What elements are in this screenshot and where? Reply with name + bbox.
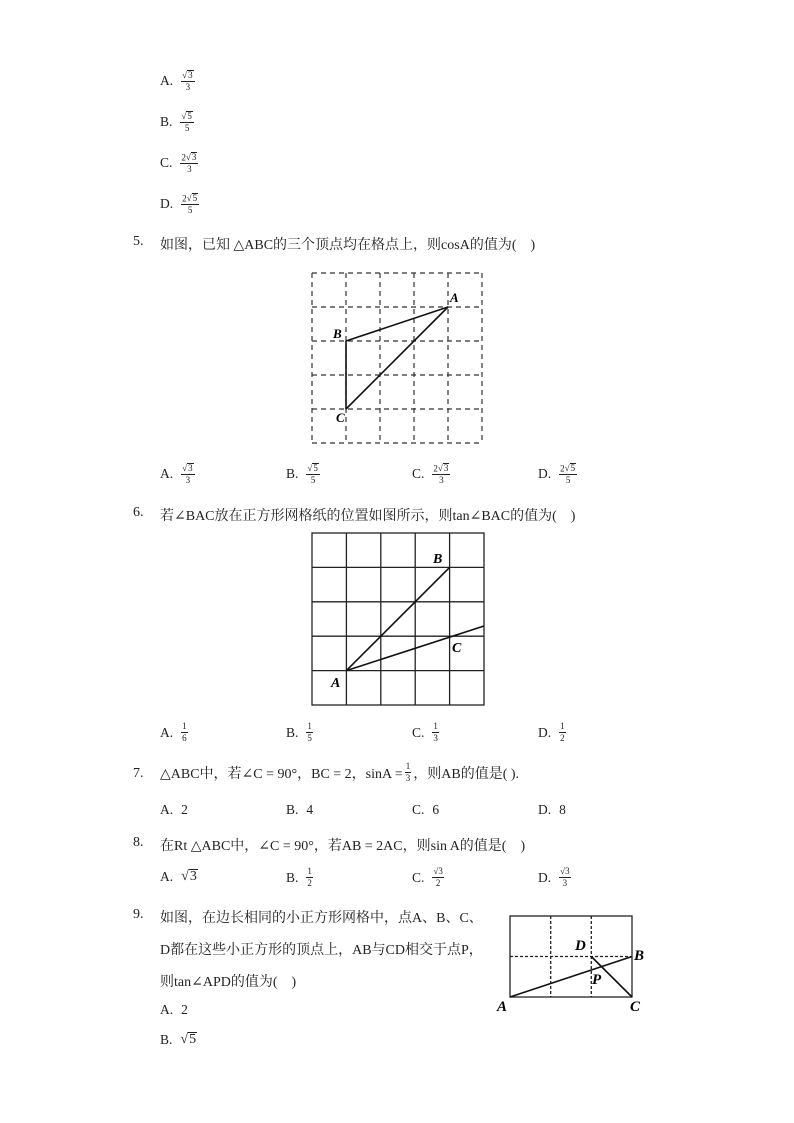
option-label: C.: [412, 466, 425, 482]
q7-option-d[interactable]: [538, 802, 566, 818]
q6-label-c: C: [452, 641, 462, 656]
option-value: 4: [306, 802, 314, 817]
q8-option-d[interactable]: [538, 867, 571, 888]
q5-option-c[interactable]: [412, 463, 450, 485]
option-label: B.: [160, 1032, 173, 1047]
fraction: √ 3 3: [182, 463, 193, 486]
q9-line-3: 则tan∠APD的值为( ): [160, 975, 297, 990]
fraction: $\frac{1}{3}$: [433, 721, 438, 743]
option-label: A.: [160, 802, 174, 817]
q5-label-c: C: [336, 410, 345, 425]
radical: √ 5: [180, 1032, 197, 1048]
q6-text: 若∠BAC放在正方形网格纸的位置如图所示，则tan∠BAC的值为( ): [160, 509, 576, 524]
q7-option-c[interactable]: [412, 802, 439, 818]
option-label: C.: [412, 802, 425, 817]
option-label: D.: [538, 466, 552, 482]
option-label: B.: [286, 724, 299, 740]
q4-option-d[interactable]: [160, 193, 199, 215]
q8-option-b[interactable]: [286, 867, 313, 888]
fraction: 2 √ 3 3: [433, 463, 449, 486]
fraction: $\frac{1}{2}$: [560, 721, 565, 743]
q6-option-c[interactable]: [412, 722, 439, 743]
option-value: 8: [559, 802, 566, 817]
q5-label-b: B: [333, 326, 342, 341]
q9-line-2: D都在这些小正方形的顶点上，AB与CD相交于点P，: [160, 943, 483, 958]
q5-figure: [300, 265, 500, 455]
option-label: A.: [160, 724, 174, 740]
option-label: A.: [160, 466, 174, 482]
q7-text: [160, 762, 519, 783]
q5-option-a[interactable]: [160, 463, 195, 485]
option-value: 6: [432, 802, 440, 817]
q5-label-a: A: [450, 290, 459, 305]
option-label: D.: [538, 724, 552, 740]
option-label: A.: [160, 73, 174, 89]
q5-number: 5.: [133, 234, 144, 249]
q7-number: 7.: [133, 766, 144, 781]
q9-label-c: C: [630, 999, 641, 1015]
q9-number: 9.: [133, 907, 144, 922]
q9-label-a: A: [497, 999, 508, 1015]
option-label: C.: [412, 869, 425, 885]
fraction: $\frac{√3}{2}$: [433, 866, 443, 888]
option-label: D.: [538, 869, 552, 885]
q7-option-b[interactable]: [286, 802, 313, 818]
q7-option-a[interactable]: [160, 802, 188, 818]
q4-option-a[interactable]: [160, 70, 195, 92]
q4-option-c[interactable]: [160, 152, 198, 174]
q9-line-1: 如图，在边长相同的小正方形网格中，点A、B、C、: [160, 911, 483, 926]
fraction: 2 √ 5 5: [182, 193, 198, 216]
fraction: √ 5 5: [307, 463, 318, 486]
q7-text-part-a: △ABC中，若∠C = 90°，BC = 2，sinA =: [160, 766, 403, 782]
q9-option-b[interactable]: [160, 1032, 197, 1048]
q4-option-b[interactable]: [160, 111, 194, 133]
q6-figure: [305, 527, 495, 712]
q9-label-p: P: [592, 972, 602, 988]
option-label: D.: [538, 802, 552, 817]
q6-option-b[interactable]: [286, 722, 313, 743]
option-label: A.: [160, 869, 174, 884]
option-label: B.: [286, 869, 299, 885]
q9-figure: [494, 910, 654, 1015]
q8-option-c[interactable]: [412, 867, 444, 888]
option-label: B.: [286, 466, 299, 482]
fraction: $\frac{1}{2}$: [307, 866, 312, 888]
option-value: 2: [181, 802, 188, 817]
option-value: 2: [181, 1002, 188, 1017]
q8-option-a[interactable]: [160, 869, 198, 885]
q7-fraction: $\frac{1}{3}$: [405, 761, 411, 783]
q9-option-a[interactable]: [160, 1002, 188, 1018]
option-label: A.: [160, 1002, 174, 1017]
q6-label-b: B: [433, 552, 443, 567]
q6-label-a: A: [331, 676, 341, 691]
q6-option-d[interactable]: [538, 722, 566, 743]
fraction: √ 5 5: [181, 111, 192, 134]
option-label: C.: [412, 724, 425, 740]
q6-option-a[interactable]: [160, 722, 188, 743]
fraction: $\frac{1}{5}$: [307, 721, 312, 743]
q5-text: 如图，已知 △ABC的三个顶点均在格点上，则cosA的值为( ): [160, 238, 536, 253]
q8-text: 在Rt △ABC中，∠C = 90°，若AB = 2AC，则sin A的值是( ): [160, 839, 526, 854]
q7-text-part-b: ，则AB的值是( ).: [413, 766, 520, 782]
option-label: C.: [160, 155, 173, 171]
q8-number: 8.: [133, 835, 144, 850]
fraction: 2 √ 5 5: [560, 463, 576, 486]
fraction: $\frac{1}{6}$: [182, 721, 187, 743]
q5-option-b[interactable]: [286, 463, 320, 485]
radical: √ 3: [181, 869, 197, 885]
option-label: D.: [160, 196, 174, 212]
q5-option-d[interactable]: [538, 463, 577, 485]
fraction: √ 3 3: [182, 70, 193, 93]
q9-label-d: D: [575, 938, 586, 954]
fraction: $\frac{√3}{3}$: [560, 866, 570, 888]
option-label: B.: [286, 802, 299, 817]
q9-label-b: B: [634, 948, 645, 964]
q6-number: 6.: [133, 505, 144, 520]
fraction: 2 √ 3 3: [181, 152, 197, 175]
option-label: B.: [160, 114, 173, 130]
